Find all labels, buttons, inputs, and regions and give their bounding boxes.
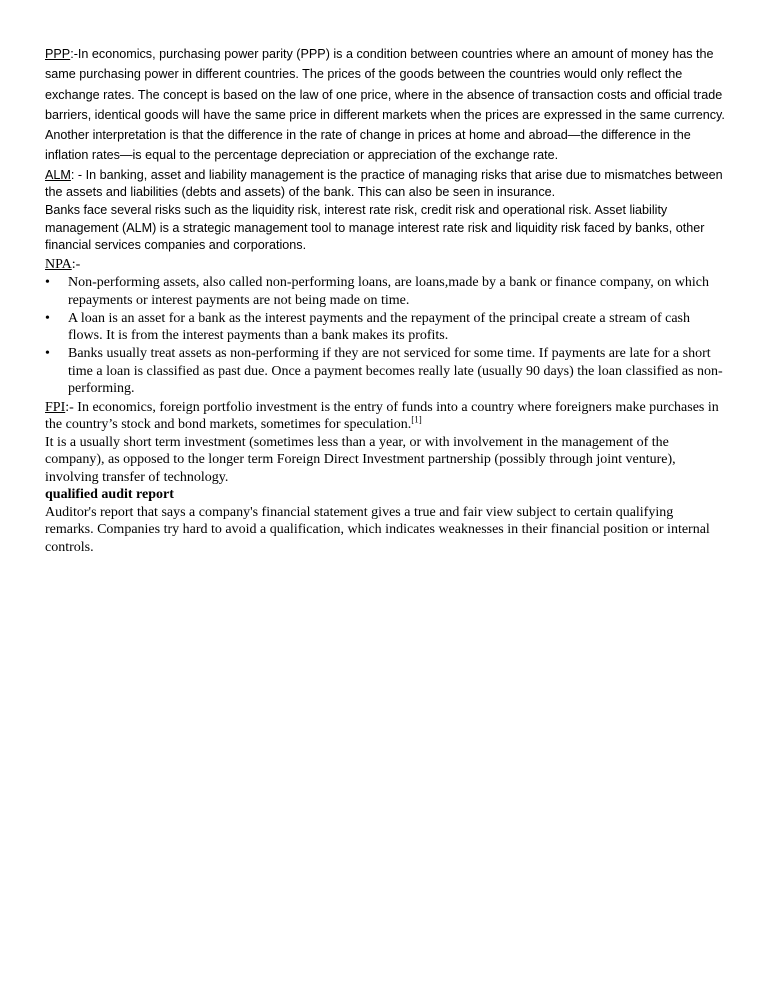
ppp-term: PPP [45, 47, 71, 61]
alm-second-paragraph: Banks face several risks such as the liquidity risk, interest rate risk, credit risk and operational risk. Asset liability management (ALM) is a strategic management tool to manage interest rate risk and liquidity risk faced by banks, other financial services companies and corporations. [45, 202, 705, 253]
document-page [45, 44, 725, 556]
alm-term: ALM [45, 167, 71, 182]
bullet-icon: • [45, 310, 50, 326]
list-item [45, 274, 725, 309]
bullet-icon: • [45, 275, 50, 291]
fpi-footnote-link[interactable]: [1] [411, 414, 422, 425]
ppp-paragraph [45, 44, 725, 125]
ppp-definition: :-In economics, purchasing power parity (PPP) is a condition between countries where an amount of money has the same purchasing power in different countries. The prices of the goods between the countries would only reflect the exchange rates. The concept is based on the law of one price, where in the absence of transaction costs and official trade barriers, identical goods will have the same price in different markets when the prices are expressed in the same currency. [45, 47, 725, 122]
npa-suffix: :- [71, 256, 81, 272]
list-item [45, 345, 725, 398]
alm-definition: : - In banking, asset and liability management is the practice of managing risks that arise due to mismatches between the assets and liabilities (debts and assets) of the bank. This can also be seen in insurance. [45, 167, 723, 200]
bullet-icon: • [45, 346, 50, 362]
qar-heading: qualified audit report [45, 487, 174, 503]
qar-paragraph: Auditor's report that says a company's financial statement gives a true and fair view subject to certain qualifying remarks. Companies try hard to avoid a qualification, which indicates weaknesses in their financial position or internal controls. [45, 504, 710, 555]
npa-bullet-list [45, 274, 725, 398]
npa-bullet-text: A loan is an asset for a bank as the interest payments and the repayment of the principal create a stream of cash flows. It is from the interest payments than a bank makes its profits. [68, 310, 690, 344]
npa-term: NPA [45, 256, 72, 272]
npa-heading [45, 256, 725, 274]
fpi-definition: :- In economics, foreign portfolio investment is the entry of funds into a country where foreigners make purchases in the country’s stock and bond markets, sometimes for speculation. [45, 399, 719, 433]
npa-bullet-text: Non-performing assets, also called non-performing loans, are loans,made by a bank or finance company, on which repayments or interest payments are not being made on time. [68, 275, 709, 308]
npa-bullet-text: Banks usually treat assets as non-performing if they are not serviced for some time. If payments are late for a short time a loan is classified as past due. Once a payment becomes really late (usually 90 days) the loan classified as non-performing. [68, 346, 723, 397]
fpi-term: FPI [45, 399, 66, 415]
fpi-paragraph [45, 399, 725, 434]
ppp-second-paragraph: Another interpretation is that the difference in the rate of change in prices at home and abroad—the difference in the inflation rates—is equal to the percentage depreciation or appreciation of the exchange rate. [45, 128, 691, 163]
alm-paragraph [45, 167, 725, 202]
fpi-second-paragraph: It is a usually short term investment (sometimes less than a year, or with involvement in the management of the company), as opposed to the longer term Foreign Direct Investment partnership (possibly through joint venture), involving transfer of technology. [45, 434, 676, 485]
list-item [45, 310, 725, 345]
